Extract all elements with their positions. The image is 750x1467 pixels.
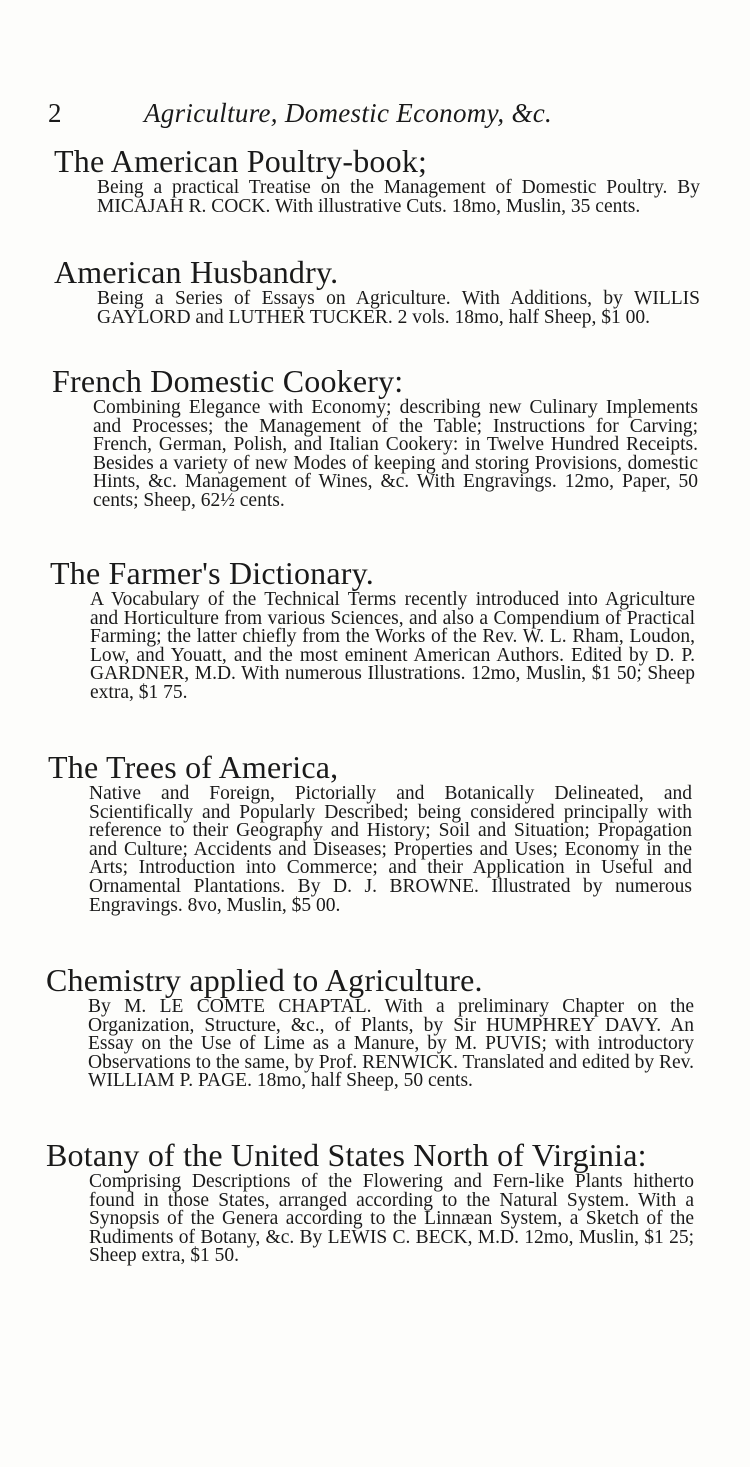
- running-head: [48, 98, 668, 128]
- catalog-entry: [0, 363, 750, 511]
- entry-description: By M. LE COMTE CHAPTAL. With a preliminary Chapter on the Organization, Structure, &c., of Plants, by Sir HUMPHREY DAVY. An Essay on the Use of Lime as a Manure, by M. PUVIS; with introductory Observations to the same, by Prof. RENWICK. Translated and edited by Rev. WILLIAM P. PAGE. 18mo, half Sheep, 50 cents.: [88, 996, 694, 1092]
- catalog-entry: [0, 254, 750, 327]
- entry-description: Combining Elegance with Economy; describing new Culinary Implements and Processes; the Management of the Table; Instructions for Carving; French, German, Polish, and Italian Cookery: in Twelve Hundred Receipts. Besides a variety of new Modes of keeping and storing Provisions, domestic Hints, &c. Management of Wines, &c. With Engravings. 12mo, Paper, 50 cents; Sheep, 62½ cents.: [93, 397, 698, 511]
- entry-description: Comprising Descriptions of the Flowering and Fern-like Plants hitherto found in those States, arranged according to the Natural System. With a Synopsis of the Genera according to the Linnæan System, a Sketch of the Rudiments of Botany, &c. By LEWIS C. BECK, M.D. 12mo, Muslin, $1 25; Sheep extra, $1 50.: [89, 1171, 694, 1267]
- catalog-entry: [0, 749, 750, 915]
- entry-title: American Husbandry.: [54, 254, 339, 290]
- entry-description: A Vocabulary of the Technical Terms recently introduced into Agriculture and Horticulture from various Sciences, and also a Compendium of Practical Farming; the latter chiefly from the Works of the Rev. W. L. Rham, Loudon, Low, and Youatt, and the most eminent American Authors. Edited by D. P. GARDNER, M.D. With numerous Illustrations. 12mo, Muslin, $1 50; Sheep extra, $1 75.: [90, 589, 695, 703]
- running-title: Agriculture, Domestic Economy, &c.: [144, 98, 553, 128]
- catalog-entry: [0, 1137, 750, 1266]
- entry-title: Botany of the United States North of Virginia:: [46, 1137, 647, 1173]
- catalog-entry: [0, 143, 750, 216]
- entry-title: The Trees of America,: [48, 749, 339, 785]
- entry-title: French Domestic Cookery:: [52, 363, 404, 399]
- entry-description: Being a Series of Essays on Agriculture. With Additions, by WILLIS GAYLORD and LUTHER TUCKER. 2 vols. 18mo, half Sheep, $1 00.: [97, 288, 700, 328]
- entry-title: Chemistry applied to Agriculture.: [46, 962, 483, 998]
- entry-title: The Farmer's Dictionary.: [50, 555, 374, 591]
- catalog-entry: [0, 555, 750, 703]
- entry-description: Being a practical Treatise on the Management of Domestic Poultry. By MICAJAH R. COCK. With illustrative Cuts. 18mo, Muslin, 35 cents.: [97, 177, 700, 217]
- entry-title: The American Poultry-book;: [54, 143, 428, 179]
- entry-description: Native and Foreign, Pictorially and Botanically Delineated, and Scientifically and Popularly Described; being considered principally with reference to their Geography and History; Soil and Situation; Propagation and Culture; Accidents and Diseases; Properties and Uses; Economy in the Arts; Introduction into Commerce; and their Application in Useful and Ornamental Plantations. By D. J. BROWNE. Illustrated by numerous Engravings. 8vo, Muslin, $5 00.: [89, 783, 692, 916]
- page-number: 2: [48, 98, 62, 128]
- catalog-entry: [0, 962, 750, 1091]
